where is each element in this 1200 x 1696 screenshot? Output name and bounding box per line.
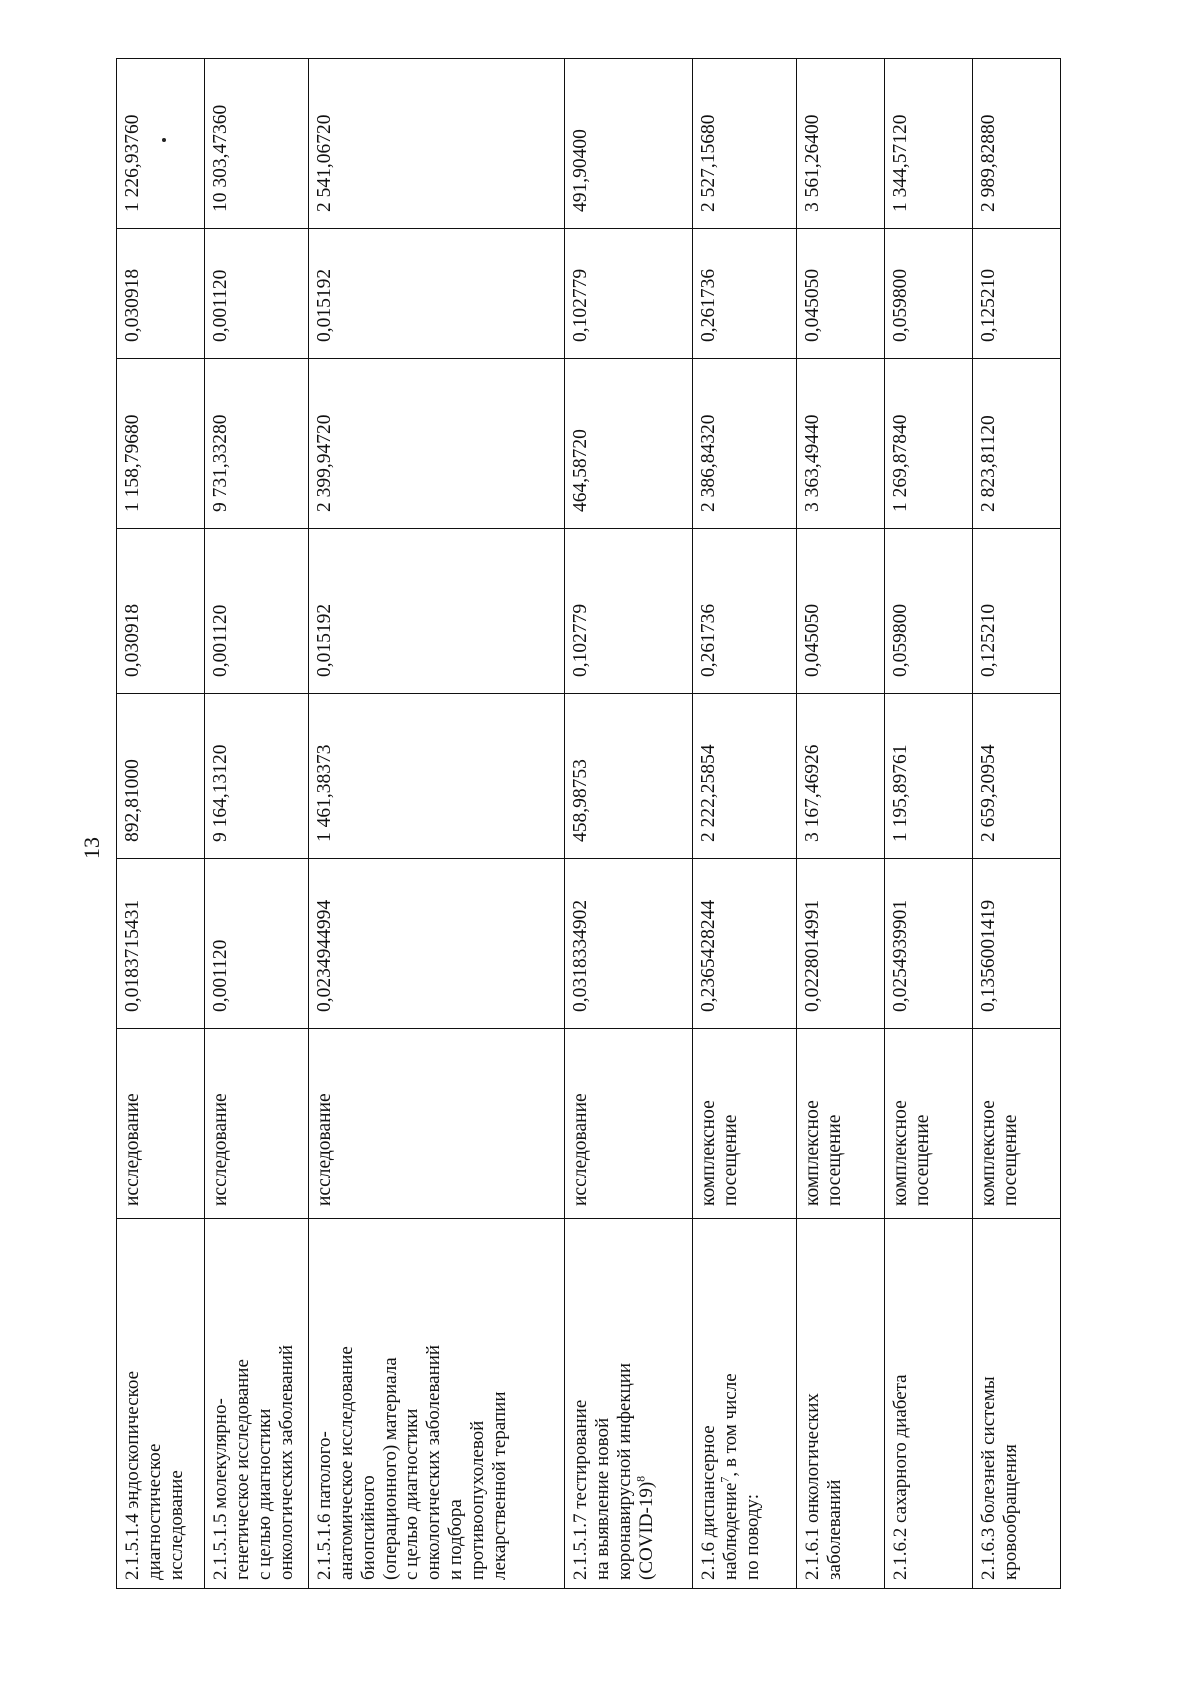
unit-cell [973, 1029, 1061, 1219]
value-cell [117, 529, 205, 694]
unit-cell [205, 1029, 309, 1219]
value-cell [973, 529, 1061, 694]
value-text: 0,045050 [802, 268, 823, 342]
row-name-line: с целью диагностики [253, 1408, 275, 1580]
value-text: 2 527,15680 [698, 114, 719, 212]
page-number: 13 [79, 837, 104, 859]
row-name-line: онкологических заболеваний [275, 1344, 297, 1580]
value-text: 2 399,94720 [314, 414, 335, 512]
value-text: 2 659,20954 [978, 744, 999, 842]
value-text: 0,261736 [698, 603, 719, 677]
value-text: 9 731,33280 [210, 414, 231, 512]
row-name-line: онкологических заболеваний [423, 1344, 445, 1580]
value-text: 3 561,26400 [802, 114, 823, 212]
value-text: 3 167,46926 [802, 744, 823, 842]
row-name-line: с целью диагностики [401, 1408, 423, 1580]
row-name-line: по поводу: [741, 1493, 763, 1580]
value-cell [973, 359, 1061, 529]
value-text: 10 303,47360 [210, 104, 231, 212]
table-row [797, 59, 885, 1589]
value-cell [309, 859, 565, 1029]
row-name-line: генетическое исследование [231, 1359, 253, 1580]
unit-line: посещение [720, 1114, 742, 1206]
value-text: 0,102779 [570, 268, 591, 342]
unit-line: исследование [122, 1093, 143, 1206]
table-row [309, 59, 565, 1589]
value-text: 892,81000 [122, 759, 143, 842]
value-text: 1 269,87840 [890, 414, 911, 512]
row-name-line: исследование [165, 1470, 187, 1580]
row-name-line: 2.1.6 диспансерное [698, 1425, 719, 1580]
unit-line: посещение [824, 1114, 846, 1206]
rotated-page-content [116, 59, 1022, 1589]
value-text: 0,102779 [570, 603, 591, 677]
row-name-text: (COVID-19) [635, 1481, 657, 1580]
unit-line: комплексное [890, 1100, 911, 1206]
data-table [116, 58, 1061, 1589]
value-text: 1 226,93760 [122, 114, 143, 212]
row-name-line [633, 1227, 658, 1580]
table-row [117, 59, 205, 1589]
value-cell [205, 229, 309, 359]
unit-line: комплексное [802, 1100, 823, 1206]
value-cell [797, 529, 885, 694]
value-text: 2 541,06720 [314, 114, 335, 212]
value-cell [565, 59, 693, 229]
value-cell [117, 59, 205, 229]
row-name-line: 2.1.5.1.7 тестирование [570, 1399, 591, 1580]
value-cell [205, 59, 309, 229]
row-name-cell [973, 1219, 1061, 1589]
row-name-line: заболеваний [823, 1479, 845, 1580]
row-name-line: диагностическое [143, 1443, 165, 1580]
value-text: 0,059800 [890, 268, 911, 342]
footnote-ref: 7 [717, 1476, 732, 1483]
value-cell [797, 229, 885, 359]
value-text: 0,015192 [314, 268, 335, 342]
row-name-cell [117, 1219, 205, 1589]
value-cell [973, 694, 1061, 859]
value-cell [565, 694, 693, 859]
value-cell [205, 359, 309, 529]
value-text: 3 363,49440 [802, 414, 823, 512]
value-text: 1 158,79680 [122, 414, 143, 512]
value-text: 0,015192 [314, 603, 335, 677]
value-cell [885, 694, 973, 859]
value-cell [797, 859, 885, 1029]
value-text: 0,261736 [698, 268, 719, 342]
row-name-line: 2.1.5.1.6 патолого- [314, 1431, 335, 1580]
value-text: 0,2365428244 [698, 899, 719, 1012]
value-cell [693, 59, 797, 229]
row-name-cell [309, 1219, 565, 1589]
table-row [565, 59, 693, 1589]
row-name-cell [565, 1219, 693, 1589]
value-text: 0,0318334902 [570, 899, 591, 1012]
value-text: 2 386,84320 [698, 414, 719, 512]
value-text: 0,0234944994 [314, 899, 335, 1012]
value-cell [309, 694, 565, 859]
value-cell [693, 859, 797, 1029]
value-cell [117, 859, 205, 1029]
value-cell [885, 59, 973, 229]
value-text: 1 461,38373 [314, 744, 335, 842]
value-cell [885, 229, 973, 359]
row-name-cell [885, 1219, 973, 1589]
value-cell [973, 59, 1061, 229]
row-name-line: 2.1.6.1 онкологических [802, 1393, 823, 1580]
value-text: 1 195,89761 [890, 744, 911, 842]
value-text: 2 823,81120 [978, 415, 999, 512]
row-name-text: , в том числе [719, 1373, 741, 1477]
value-cell [565, 359, 693, 529]
unit-cell [117, 1029, 205, 1219]
unit-line: посещение [912, 1114, 934, 1206]
value-cell [565, 859, 693, 1029]
value-cell [117, 229, 205, 359]
row-name-cell [205, 1219, 309, 1589]
row-name-line: 2.1.6.3 болезней системы [978, 1376, 999, 1580]
value-text: 0,045050 [802, 603, 823, 677]
row-name-line: и подбора [445, 1499, 467, 1580]
row-name-line [717, 1227, 742, 1580]
value-cell [117, 694, 205, 859]
unit-cell [309, 1029, 565, 1219]
value-cell [973, 859, 1061, 1029]
value-cell [309, 529, 565, 694]
row-name-line: противоопухолевой [466, 1420, 488, 1580]
row-name-line: биопсийного [357, 1475, 379, 1580]
value-cell [565, 529, 693, 694]
row-name-cell [693, 1219, 797, 1589]
value-text: 2 222,25854 [698, 744, 719, 842]
row-name-line: на выявление новой [591, 1417, 613, 1580]
value-text: 0,030918 [122, 268, 143, 342]
footnote-ref: 8 [633, 1475, 648, 1482]
value-cell [693, 529, 797, 694]
unit-line: комплексное [978, 1100, 999, 1206]
table-row [205, 59, 309, 1589]
value-text: 9 164,13120 [210, 744, 231, 842]
value-cell [693, 229, 797, 359]
value-text: 0,030918 [122, 603, 143, 677]
table-row [973, 59, 1061, 1589]
unit-cell [797, 1029, 885, 1219]
value-cell [205, 694, 309, 859]
value-cell [693, 359, 797, 529]
row-name-cell [797, 1219, 885, 1589]
value-cell [117, 359, 205, 529]
row-name-line: коронавирусной инфекции [613, 1362, 635, 1580]
value-text: 1 344,57120 [890, 114, 911, 212]
value-cell [797, 59, 885, 229]
value-text: 0,0228014991 [802, 899, 823, 1012]
value-cell [885, 859, 973, 1029]
value-cell [797, 359, 885, 529]
row-name-line: (операционного) материала [379, 1357, 401, 1580]
value-cell [693, 694, 797, 859]
unit-line: посещение [1000, 1114, 1022, 1206]
scan-dot-mark [162, 138, 166, 142]
value-cell [309, 59, 565, 229]
unit-cell [885, 1029, 973, 1219]
value-text: 0,125210 [978, 268, 999, 342]
value-cell [885, 529, 973, 694]
row-name-line: кровообращения [999, 1444, 1021, 1580]
value-text: 0,0254939901 [890, 899, 911, 1012]
value-cell [973, 229, 1061, 359]
value-cell [797, 694, 885, 859]
value-text: 491,90400 [570, 129, 591, 212]
value-text: 458,98753 [570, 759, 591, 842]
unit-line: исследование [570, 1093, 591, 1206]
row-name-line: 2.1.6.2 сахарного диабета [890, 1374, 911, 1580]
value-text: 0,059800 [890, 603, 911, 677]
unit-cell [565, 1029, 693, 1219]
unit-line: исследование [314, 1093, 335, 1206]
row-name-line: 2.1.5.1.4 эндоскопическое [122, 1370, 143, 1580]
value-text: 0,1356001419 [978, 899, 999, 1012]
value-cell [309, 229, 565, 359]
value-text: 0,125210 [978, 603, 999, 677]
value-text: 0,001120 [210, 269, 231, 342]
value-cell [885, 359, 973, 529]
value-cell [205, 859, 309, 1029]
value-cell [309, 359, 565, 529]
row-name-line: анатомическое исследование [335, 1346, 357, 1580]
value-text: 2 989,82880 [978, 114, 999, 212]
table-row [885, 59, 973, 1589]
value-text: 464,58720 [570, 429, 591, 512]
value-cell [565, 229, 693, 359]
value-text: 0,001120 [210, 604, 231, 677]
unit-line: комплексное [698, 1100, 719, 1206]
unit-line: исследование [210, 1093, 231, 1206]
value-text: 0,0183715431 [122, 899, 143, 1012]
row-name-line: 2.1.5.1.5 молекулярно- [210, 1398, 231, 1580]
value-cell [205, 529, 309, 694]
row-name-line: лекарственной терапии [488, 1391, 510, 1580]
table-row [693, 59, 797, 1589]
value-text: 0,001120 [210, 939, 231, 1012]
unit-cell [693, 1029, 797, 1219]
row-name-text: наблюдение [719, 1482, 741, 1580]
